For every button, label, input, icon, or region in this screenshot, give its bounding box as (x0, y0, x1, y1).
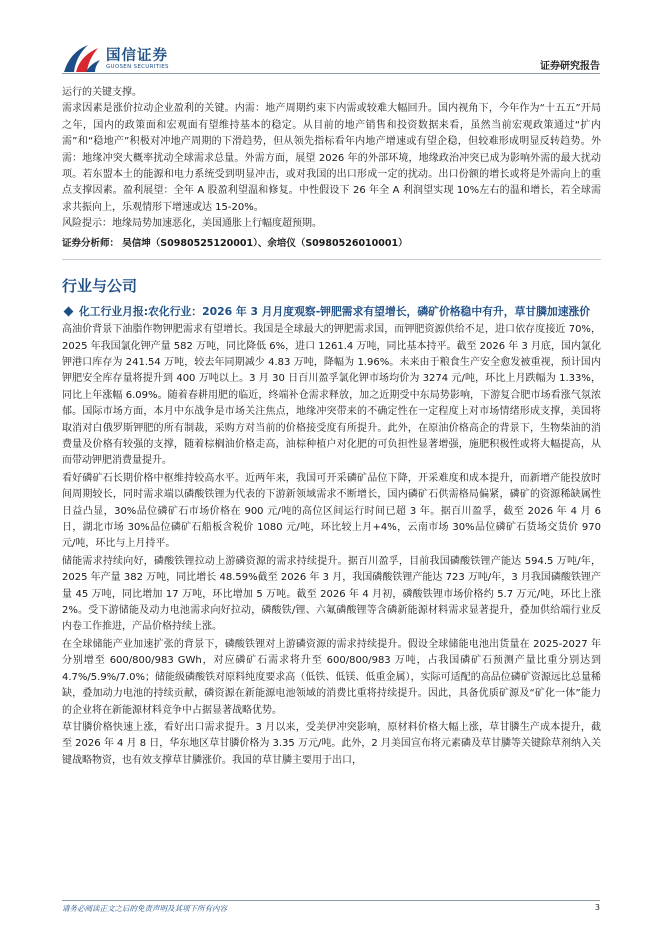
report-subheading (62, 304, 601, 321)
intro-continuation: 运行的关键支撑。 (62, 87, 142, 98)
page-number: 3 (594, 903, 600, 912)
logo-text-cn: 国信证券 (106, 48, 168, 64)
report-type-label: 证券研究报告 (540, 61, 600, 72)
analyst-line: 证券分析师： 吴信坤（S0980525120001）、余培仪（S0980526010001） (62, 237, 408, 249)
main-content (62, 85, 601, 769)
disclaimer-note: 请务必阅读正文之后的免责声明及其项下所有内容 (62, 904, 227, 913)
subheading-text: 化工行业月报:农化行业：2026 年 3 月月度观察-钾肥需求有望增长，磷矿价格稳中有升，草甘膦加速涨价 (79, 304, 591, 318)
intro-paragraph-demand: 需求因素是涨价拉动企业盈利的关键。内需：地产周期约束下内需或较难大幅回升。国内视角下，今年作为“十五五”开局之年，国内的政策面和宏观面有望维持基本的稳定。从目前的地产销售和投资数据来看，虽然当前宏观政策通过“扩内需”和“稳地产”积极对冲地产周期的下滑趋势，但从领先指标看年内地产增速或有望企稳，但较难形成明显反转趋势。外需：地缘冲突大概率扰动全球需求总量。外需方面，展望 2026 年的外部环境，地缘政治冲突已成为影响外需的最大扰动项。若东盟本土的能源和电力系统受到明显冲击，或对我国的出口形成一定的扰动。出口份额的增长或将是外需向上的重点支撑因素。盈利展望：全年 A 股盈利望温和修复。中性假设下 26 年全 A 利润望实现 10%左右的温和增长，若全球需求共振向上，乐观情形下增速或达 15-20%。 (62, 103, 601, 213)
footer-divider (62, 900, 600, 901)
section-divider (62, 259, 601, 260)
header-divider (62, 73, 600, 74)
page-header (0, 0, 662, 80)
paragraph-phosphate-rock: 看好磷矿石长期价格中枢维持较高水平。近两年来，我国可开采磷矿品位下降，开采难度和成本提升，而新增产能投放时间周期较长，同时需求端以磷酸铁锂为代表的下游新领域需求不断增长，国内磷矿石供需格局偏紧，磷矿的资源稀缺属性日益凸显，30%品位磷矿石市场价格在 900 元/吨的高位区间运行时间已超 3 年。据百川盈孚，截至 2026 年 4 月 6 日，湖北市场 30%品位磷矿石船板含税价 1080 元/吨，环比较上月+4%，云南市场 30%品位磷矿石货场交货价 970 元/吨，环比与上月持平。 (62, 472, 601, 550)
risk-warning: 风险提示：地缘局势加速恶化，美国通胀上行幅度超预期。 (62, 218, 322, 230)
paragraph-lfp-demand: 储能需求持续向好，磷酸铁锂拉动上游磷资源的需求持续提升。据百川盈孚，目前我国磷酸铁锂产能达 594.5 万吨/年，2025 年产量 382 万吨，同比增长 48.59%截至 2026 年 3 月，我国磷酸铁锂产能达 723 万吨/年，3 月我国磷酸铁锂产量 45 万吨，同比增加 17 万吨，环比增加 5 万吨。截至 2026 年 4 月初，磷酸铁锂市场价格约 5.7 万元/吨，环比上涨 2%。受下游储能及动力电池需求向好拉动，磷酸铁/锂、六氟磷酸锂等含磷新能源材料需求显著提升，叠加供给端行业反内卷工作推进，产品价格持续上涨。 (62, 555, 601, 633)
section-title: 行业与公司 (62, 276, 138, 295)
paragraph-storage: 在全球储能产业加速扩张的背景下，磷酸铁锂对上游磷资源的需求持续提升。假设全球储能电池出货量在 2025-2027 年分别增至 600/800/983 GWh，对应磷矿石需求将升至 600/800/983 万吨，占我国磷矿石预测产量比重分别达到 4.7%/5.9%/7.0%；储能级磷酸铁对原料纯度要求高（低铁、低镁、低重金属），实际可适配的高品位磷矿资源远比总量稀缺，叠加动力电池的持续贡献，磷资源在新能源电池领域的消费比重将持续提升。因此，具备优质矿源及“矿化一体”能力的企业将在新能源材料竞争中占据显著战略优势。 (62, 638, 601, 716)
logo-text-en: GUOSEN SECURITIES (106, 64, 169, 70)
diamond-bullet-icon (64, 306, 74, 316)
guosen-logo-icon (62, 42, 102, 76)
paragraph-potash: 高油价背景下油脂作物钾肥需求有望增长。我国是全球最大的钾肥需求国，而钾肥资源供给不足，进口依存度接近 70%，2025 年我国氯化钾产量 582 万吨，同比降低 6%，进口 1261.4 万吨，同比基本持平。截至 2026 年 3 月底，国内氯化钾港口库存为 241.54 万吨，较去年同期减少 4.83 万吨，降幅为 1.96%。未来由于粮食生产安全愈发被重视，预计国内钾肥安全库存量将提升到 400 万吨以上。3 月 30 日百川盈孚氯化钾市场均价为 3274 元/吨，环比上月跌幅为 1.33%，同比上年涨幅 6.09%。随着春耕用肥的临近，终端补仓需求释放，加之近期受中东局势影响，下游复合肥市场看涨气氛浓郁。国际市场方面，本月中东战争是市场关注焦点，地缘冲突带来的不确定性在一定程度上对市场情绪形成支撑，美国将取消对白俄罗斯钾肥的所有制裁，采购方对当前的价格接受度有所提升。此外，在原油价格高企的背景下，生物柴油的消费量及价格有较强的支撑，随着棕榈油价格走高，油棕种植户对化肥的可负担性显著增强，施肥积极性或将大幅提高，从而带动钾肥消费量提升。 (62, 324, 601, 467)
guosen-logo (62, 42, 184, 76)
paragraph-glyphosate: 草甘膦价格快速上涨，看好出口需求提升。3 月以来，受美伊冲突影响，原材料价格大幅上涨，草甘膦生产成本提升，截至 2026 年 4 月 8 日，华东地区草甘膦价格为 3.35 万元/吨。此外，2 月美国宣布将元素磷及草甘膦等关键除草剂纳入关键战略物资，也有效支撑草甘膦涨价。我国的草甘膦主要用于出口， (62, 721, 601, 766)
